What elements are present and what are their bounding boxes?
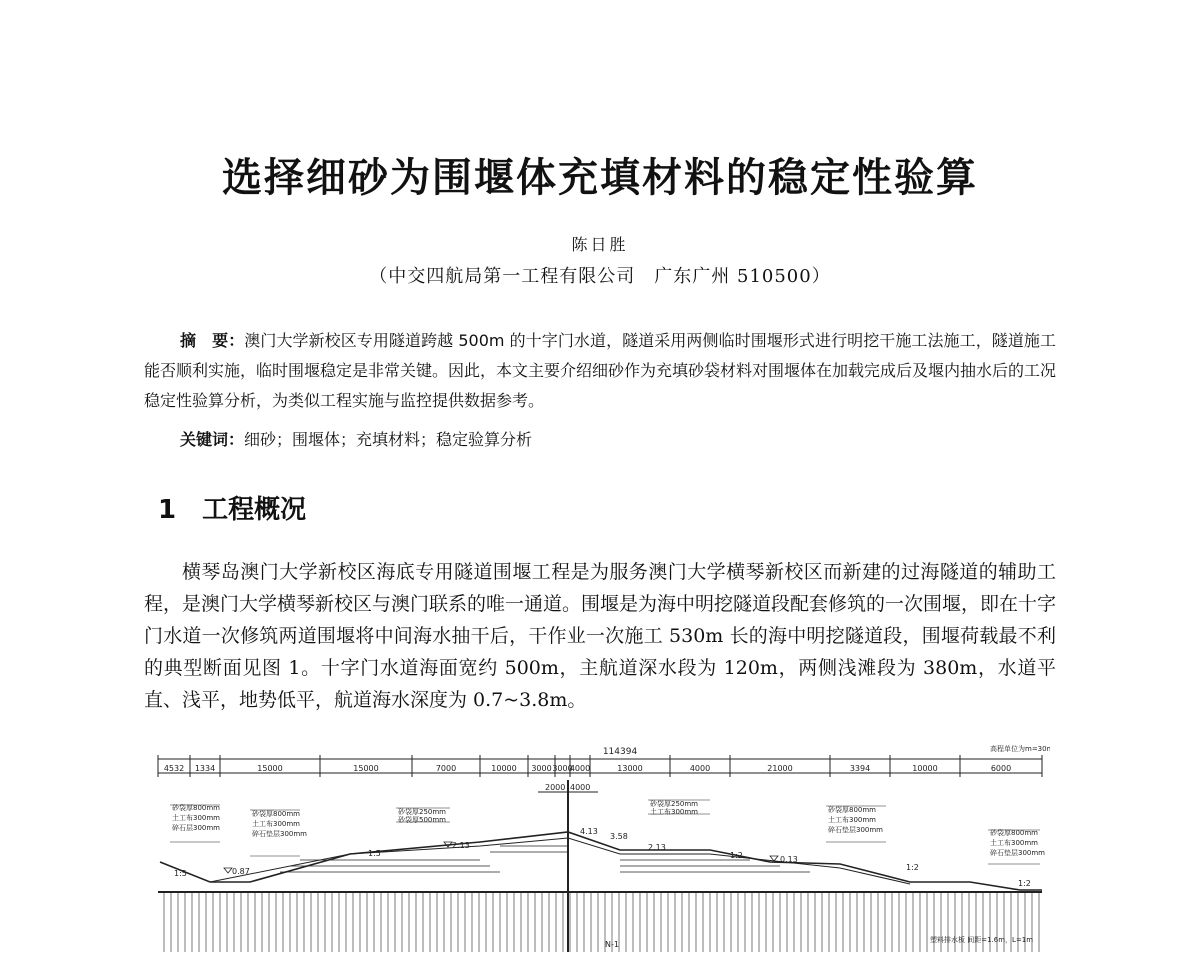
sub-dimension-1: 2000	[545, 783, 566, 792]
label-sandbag-5: 砂袋厚250mm	[650, 800, 698, 808]
slope-label-3: 1:2	[730, 851, 743, 860]
label-sandbag-3: 砂袋厚250mm	[398, 808, 446, 816]
inner-layer-line	[210, 838, 910, 884]
slope-label-1: 1:5	[174, 869, 187, 878]
dimension-value: 3000	[552, 764, 573, 773]
dimension-value: 4532	[163, 764, 185, 773]
dimension-value: 21000	[767, 764, 793, 773]
mark-n1: N-1	[605, 940, 619, 949]
affiliation: （中交四航局第一工程有限公司 广东广州 510500）	[369, 266, 831, 287]
slope-label-5: 1:2	[1018, 879, 1031, 888]
label-geotextile-5: 土工布300mm	[990, 839, 1038, 847]
label-geotextile-1: 土工布300mm	[172, 814, 220, 822]
elevation-6: 0.13	[780, 855, 798, 864]
section-title: 工程概况	[202, 495, 307, 525]
paper-title: 选择细砂为围堰体充填材料的稳定性验算	[222, 155, 978, 201]
cross-section-drawing	[150, 742, 1050, 952]
label-sandbag-6: 砂袋厚800mm	[828, 806, 876, 814]
paragraph-text: 横琴岛澳门大学新校区海底专用隧道围堰工程是为服务澳门大学横琴新校区而新建的过海隧道的辅助工程，是澳门大学横琴新校区与澳门联系的唯一通道。围堰是为海中明挖隧道段配套修筑的一次围堰，即在十字门水道一次修筑两道围堰将中间海水抽干后，干作业一次施工 530m 长的海中明挖隧道段，围堰荷载最不利的典型断面见图 1。十字门水道海面宽约 500m，主航道深水段为 120m，两侧浅滩段为 380m，水道平直、浅平，地势低平，航道海水深度为 0.7~3.8m。	[144, 561, 1057, 711]
slope-label-2: 1:5	[368, 849, 381, 858]
elevation-3: 4.13	[580, 827, 598, 836]
abstract	[144, 326, 1056, 416]
section-number: 1	[158, 495, 177, 525]
elevation-markers	[224, 842, 778, 873]
dimension-value: 4000	[569, 764, 591, 773]
dimension-value: 3000	[531, 764, 552, 773]
elevation-5: 2.13	[648, 843, 666, 852]
keywords-label: 关键词：	[180, 430, 245, 449]
dimension-value: 15000	[353, 764, 379, 773]
label-geotextile-2: 土工布300mm	[252, 820, 300, 828]
label-sandbag-4: 砂袋厚500mm	[398, 816, 446, 824]
right-note: 高程单位为m=30m	[990, 745, 1050, 753]
keywords-text: 细砂；围堰体；充填材料；稳定验算分析	[244, 430, 533, 449]
total-dimension: 114394	[602, 747, 638, 757]
elevation-4: 3.58	[610, 832, 628, 841]
abstract-text: 澳门大学新校区专用隧道跨越 500m 的十字门水道，隧道采用两侧临时围堰形式进行明挖干施工法施工，隧道施工能否顺利实施，临时围堰稳定是非常关键。因此，本文主要介绍细砂作为充填砂袋材料对围堰体在加载完成后及堰内抽水后的工况稳定性验算分析，为类似工程实施与监控提供数据参考。	[144, 331, 1057, 410]
dimension-value: 6000	[990, 764, 1012, 773]
dimension-value: 3394	[849, 764, 871, 773]
dimension-ticks	[158, 755, 1042, 777]
label-sandbag-1: 砂袋厚800mm	[172, 804, 220, 812]
keywords	[180, 427, 532, 450]
dimension-value: 7000	[435, 764, 457, 773]
author-name: 陈日胜	[571, 235, 629, 254]
label-geotextile-3: 土工布300mm	[650, 808, 698, 816]
abstract-label: 摘 要：	[180, 331, 245, 350]
label-gravel-4: 碎石垫层300mm	[990, 849, 1045, 857]
dimension-value: 13000	[617, 764, 643, 773]
label-gravel-3: 碎石垫层300mm	[828, 826, 883, 834]
drain-note: 塑料排水板 间距=1.6m，L=1m	[930, 936, 1034, 944]
dimension-value: 4000	[689, 764, 711, 773]
dimension-value: 1334	[194, 764, 216, 773]
body-paragraph	[144, 556, 1056, 716]
label-geotextile-4: 土工布300mm	[828, 816, 876, 824]
dimension-value: 15000	[257, 764, 283, 773]
dimension-value: 10000	[491, 764, 517, 773]
section-heading	[158, 489, 306, 526]
slope-label-4: 1:2	[906, 863, 919, 872]
dimension-value: 10000	[912, 764, 938, 773]
cofferdam-cross-section-figure	[150, 742, 1050, 952]
dimension-values	[164, 764, 1011, 773]
label-gravel-2: 碎石垫层300mm	[252, 830, 307, 838]
elevation-2: 2.13	[452, 841, 470, 850]
drainage-boards	[164, 893, 1039, 952]
dam-profile-outline	[160, 832, 1042, 890]
label-gravel-1: 碎石层300mm	[172, 824, 220, 832]
elevation-1: 0.87	[232, 867, 250, 876]
sub-dimension-2: 4000	[570, 783, 591, 792]
label-sandbag-7: 砂袋厚800mm	[990, 829, 1038, 837]
label-sandbag-2: 砂袋厚800mm	[252, 810, 300, 818]
